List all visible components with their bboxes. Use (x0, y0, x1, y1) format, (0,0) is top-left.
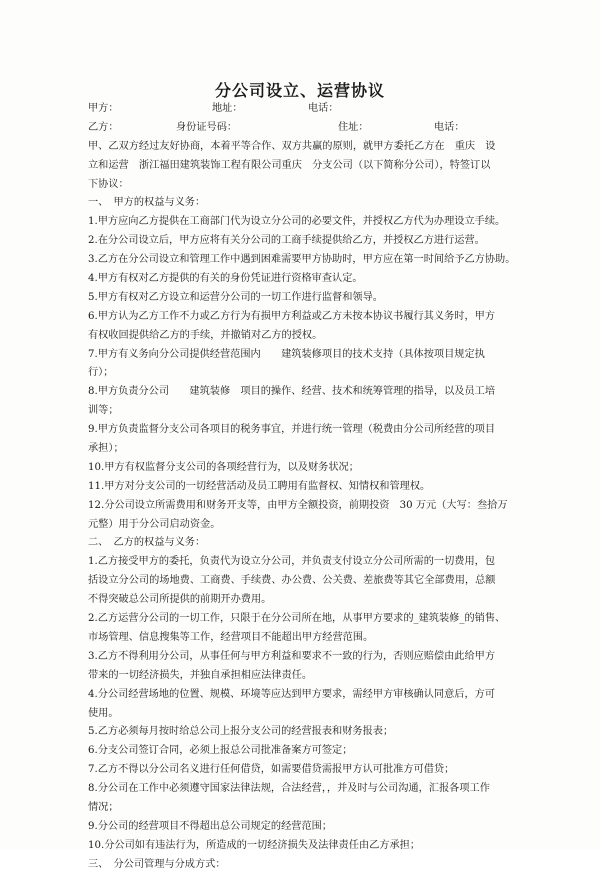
clause-item (88, 648, 520, 686)
clause-line: 3.乙方不得利用分公司，从事任何与甲方利益和要求不一致的行为，否则应赔偿由此给甲方 (88, 650, 496, 662)
clause-line: 承担）； (88, 443, 124, 455)
party-a-address-label: 地址： (212, 103, 243, 114)
clause-line: 4.分公司经营场地的位置、规模、环境等应达到甲方要求，需经甲方审核确认同意后，方可 (88, 688, 496, 700)
clause-item (88, 421, 520, 459)
clause-line: 1.乙方接受甲方的委托，负责代为设立分公司，并负责支付设立分公司所需的一切费用，包 (88, 556, 496, 568)
clause-line: 行）； (88, 367, 114, 379)
clause-line: 2.在分公司设立后，甲方应将有关分公司的工商手续提供给乙方，并授权乙方进行运营。 (88, 235, 485, 247)
clause-line: 6.甲方认为乙方工作不力或乙方行为有损甲方利益或乙方未按本协议书履行其义务时，甲方 (88, 310, 496, 322)
clause-item (88, 780, 520, 818)
clause-line: 10.分公司如有违法行为，所造成的一切经济损失及法律责任由乙方承担； (88, 839, 421, 851)
clause-line: 7.甲方有义务向分公司提供经营范围内 建筑装修项目的技术支持（具体按项目规定执 (88, 348, 485, 360)
clause-item (88, 742, 520, 761)
party-a-label: 甲方： (88, 103, 119, 114)
section-3-heading: 三、 分公司管理与分成方式： (88, 858, 226, 870)
party-a-phone-label: 电话： (308, 103, 339, 114)
document-body (88, 100, 520, 875)
clause-line: 6.分支公司签订合同，必须上报总公司批准备案方可签定； (88, 745, 353, 757)
clause-line: 带来的一切经济损失，并独自承担相应法律责任。 (88, 669, 313, 681)
clause-line: 2.乙方运营分公司的一切工作，只限于在分公司所在地，从事甲方要求的_建筑装修_的销售、 (88, 613, 506, 625)
clause-line: 有权收回提供给乙方的手续，并撤销对乙方的授权。 (88, 329, 323, 341)
intro-line: 下协议： (88, 178, 129, 190)
clause-line: 12.分公司设立所需费用和财务开支等，由甲方全额投资，前期投资 30 万元（大写：叁拾万 (88, 499, 508, 511)
clause-line: 不得突破总公司所提供的前期开办费用。 (88, 594, 272, 606)
clause-item (88, 497, 520, 535)
clause-line: 市场管理、信息搜集等工作，经营项目不能超出甲方经营范围。 (88, 631, 374, 643)
clause-item (88, 553, 520, 610)
clause-item (88, 723, 520, 742)
clause-line: 8.甲方负责分公司 建筑装修 项目的操作、经营、技术和统筹管理的指导，以及员工培 (88, 386, 496, 398)
intro-paragraph (88, 138, 520, 195)
clause-item (88, 610, 520, 648)
clause-item (88, 346, 520, 384)
clause-line: 4.甲方有权对乙方提供的有关的身份凭证进行资格审查认定。 (88, 273, 363, 285)
clause-line: 1.甲方应向乙方提供在工商部门代为设立分公司的必要文件，并授权乙方代为办理设立手续。 (88, 216, 506, 228)
clause-item (88, 383, 520, 421)
section-2-heading: 二、 乙方的权益与义务： (88, 537, 206, 549)
party-b-row (88, 119, 520, 138)
section-2-items (88, 553, 520, 855)
clause-item (88, 308, 520, 346)
section-1-heading: 一、 甲方的权益与义务： (88, 197, 206, 209)
clause-line: 5.甲方有权对乙方设立和运营分公司的一切工作进行监督和领导。 (88, 291, 383, 303)
document-title: 分公司设立、运营协议 (214, 81, 385, 100)
clause-item (88, 213, 520, 232)
clause-line: 括设立分公司的场地费、工商费、手续费、办公费、公关费、差旅费等其它全部费用，总额 (88, 575, 496, 587)
section-1-items (88, 213, 520, 534)
clause-line: 10.甲方有权监督分支公司的各项经营行为，以及财务状况； (88, 461, 359, 473)
intro-line: 立和运营 浙江福田建筑装饰工程有限公司重庆 分支公司（以下简称分公司），特签订以 (88, 159, 491, 171)
clause-line: 3.乙方在分公司设立和管理工作中遇到困难需要甲方协助时，甲方应在第一时间给予乙方协助。 (88, 254, 516, 266)
clause-line: 训等； (88, 405, 119, 417)
clause-line: 8.分公司在工作中必须遵守国家法律法规，合法经营，，并及时与公司沟通，汇报各项工作 (88, 783, 490, 795)
clause-line: 元整）用于分公司启动资金。 (88, 518, 221, 530)
clause-line: 9.分公司的经营项目不得超出总公司规定的经营范围； (88, 820, 333, 832)
clause-line: 情况； (88, 801, 119, 813)
clause-item (88, 818, 520, 837)
clause-item (88, 761, 520, 780)
clause-item (88, 270, 520, 289)
clause-line: 9.甲方负责监督分支公司各项目的税务事宜，并进行统一管理（税费由分公司所经营的项目 (88, 424, 496, 436)
party-a-row (88, 100, 520, 119)
clause-item (88, 232, 520, 251)
party-b-id-label: 身份证号码： (176, 121, 238, 133)
clause-item (88, 686, 520, 724)
clause-line: 11.甲方对分支公司的一切经营活动及员工聘用有监督权、知情权和管理权。 (88, 480, 431, 492)
clause-line: 5.乙方必须每月按时给总公司上报分支公司的经营报表和财务报表； (88, 726, 394, 738)
party-b-phone-label: 电话： (434, 121, 465, 133)
party-b-label: 乙方： (88, 121, 119, 133)
clause-item (88, 459, 520, 478)
clause-line: 7.乙方不得以分公司名义进行任何借贷，如需要借贷需报甲方认可批准方可借贷； (88, 764, 455, 776)
party-b-address-label: 住址： (338, 121, 369, 133)
clause-line: 使用。 (88, 707, 119, 719)
clause-item (88, 289, 520, 308)
clause-item (88, 478, 520, 497)
clause-item (88, 837, 520, 856)
clause-item (88, 251, 520, 270)
intro-line: 甲、乙双方经过友好协商，本着平等合作、双方共赢的原则，就甲方委托乙方在 重庆 设 (88, 140, 496, 152)
